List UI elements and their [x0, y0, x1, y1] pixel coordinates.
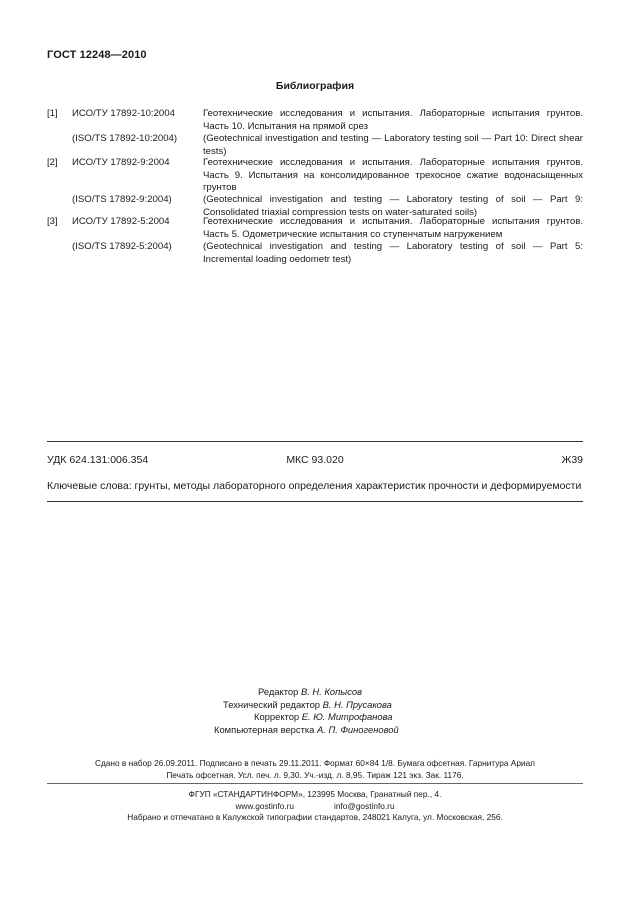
print-info-line: Сдано в набор 26.09.2011. Подписано в печать 29.11.2011. Формат 60×84 1/8. Бумага офсетная. Гарнитура Ариал: [94, 758, 536, 768]
entry-description: Геотехнические исследования и испытания. Лабораторные испытания грунтов. Часть 9. Испытания на консолидированное трехосное сжатие водонасыщенных грунтов: [203, 157, 583, 194]
credit-layout: [214, 724, 399, 737]
credit-name: А. П. Финогеновой: [317, 724, 399, 736]
publisher-website[interactable]: www.gostinfo.ru: [235, 800, 295, 811]
entry-description: Геотехнические исследования и испытания. Лабораторные испытания грунтов. Часть 5. Одометрические испытания со ступенчатым нагружением: [203, 216, 583, 240]
entry-original-code: (ISO/TS 17892-10:2004): [72, 133, 178, 144]
entry-number: [3]: [47, 216, 58, 227]
publisher-line: Набрано и отпечатано в Калужской типографии стандартов, 248021 Калуга, ул. Московская, 256.: [127, 812, 503, 822]
entry-original-description: (Geotechnical investigation and testing — Laboratory testing of soil — Part 5: Incremental loading oedometr test): [203, 241, 583, 265]
print-info: [0, 758, 630, 781]
credit-name: Е. Ю. Митрофанова: [301, 711, 393, 723]
print-info-line: Печать офсетная. Усл. печ. л. 9,30. Уч.-изд. л. 8,95. Тираж 121 экз. Зак. 1176.: [166, 769, 464, 780]
credit-editor: [258, 686, 362, 699]
keywords: Ключевые слова: грунты, методы лабораторного определения характеристик прочности и деформируемости: [47, 480, 582, 492]
mks-code: МКС 93.020: [286, 454, 344, 466]
document-header: ГОСТ 12248—2010: [47, 49, 147, 61]
credit-tech-editor: [223, 699, 392, 712]
entry-original-code: (ISO/TS 17892-9:2004): [72, 194, 172, 205]
entry-code: ИСО/ТУ 17892-9:2004: [72, 157, 170, 168]
credit-role: Технический редактор: [223, 698, 321, 710]
bibliography-title: Библиография: [275, 80, 355, 92]
divider: [47, 501, 583, 502]
publisher-email[interactable]: info@gostinfo.ru: [334, 800, 395, 811]
divider: [47, 441, 583, 442]
entry-original-description: (Geotechnical investigation and testing — Laboratory testing soil — Part 10: Direct shear tests): [203, 133, 583, 157]
entry-code: ИСО/ТУ 17892-10:2004: [72, 108, 175, 119]
credit-role: Редактор: [258, 686, 299, 697]
publisher-contacts: [0, 801, 630, 813]
credit-corrector: [254, 711, 392, 724]
credit-role: Компьютерная верстка: [214, 724, 315, 736]
entry-number: [1]: [47, 108, 58, 119]
publisher-info: [0, 789, 630, 824]
divider: [47, 783, 583, 784]
entry-code: ИСО/ТУ 17892-5:2004: [72, 216, 170, 227]
publisher-line: ФГУП «СТАНДАРТИНФОРМ», 123995 Москва, Гранатный пер., 4.: [188, 789, 442, 799]
entry-number: [2]: [47, 157, 58, 168]
entry-original-code: (ISO/TS 17892-5:2004): [72, 241, 172, 252]
entry-description: Геотехнические исследования и испытания. Лабораторные испытания грунтов. Часть 10. Испытания на прямой срез: [203, 108, 583, 132]
credit-name: В. Н. Копысов: [300, 686, 363, 697]
entry-original-description: (Geotechnical investigation and testing — Laboratory testing of soil — Part 9: Consolidated triaxial compression tests on water-saturated soils): [203, 194, 583, 218]
credit-role: Корректор: [254, 711, 300, 723]
udk-code: УДК 624.131:006.354: [47, 454, 149, 466]
group-code: Ж39: [561, 454, 583, 466]
credit-name: В. Н. Прусакова: [322, 698, 392, 710]
